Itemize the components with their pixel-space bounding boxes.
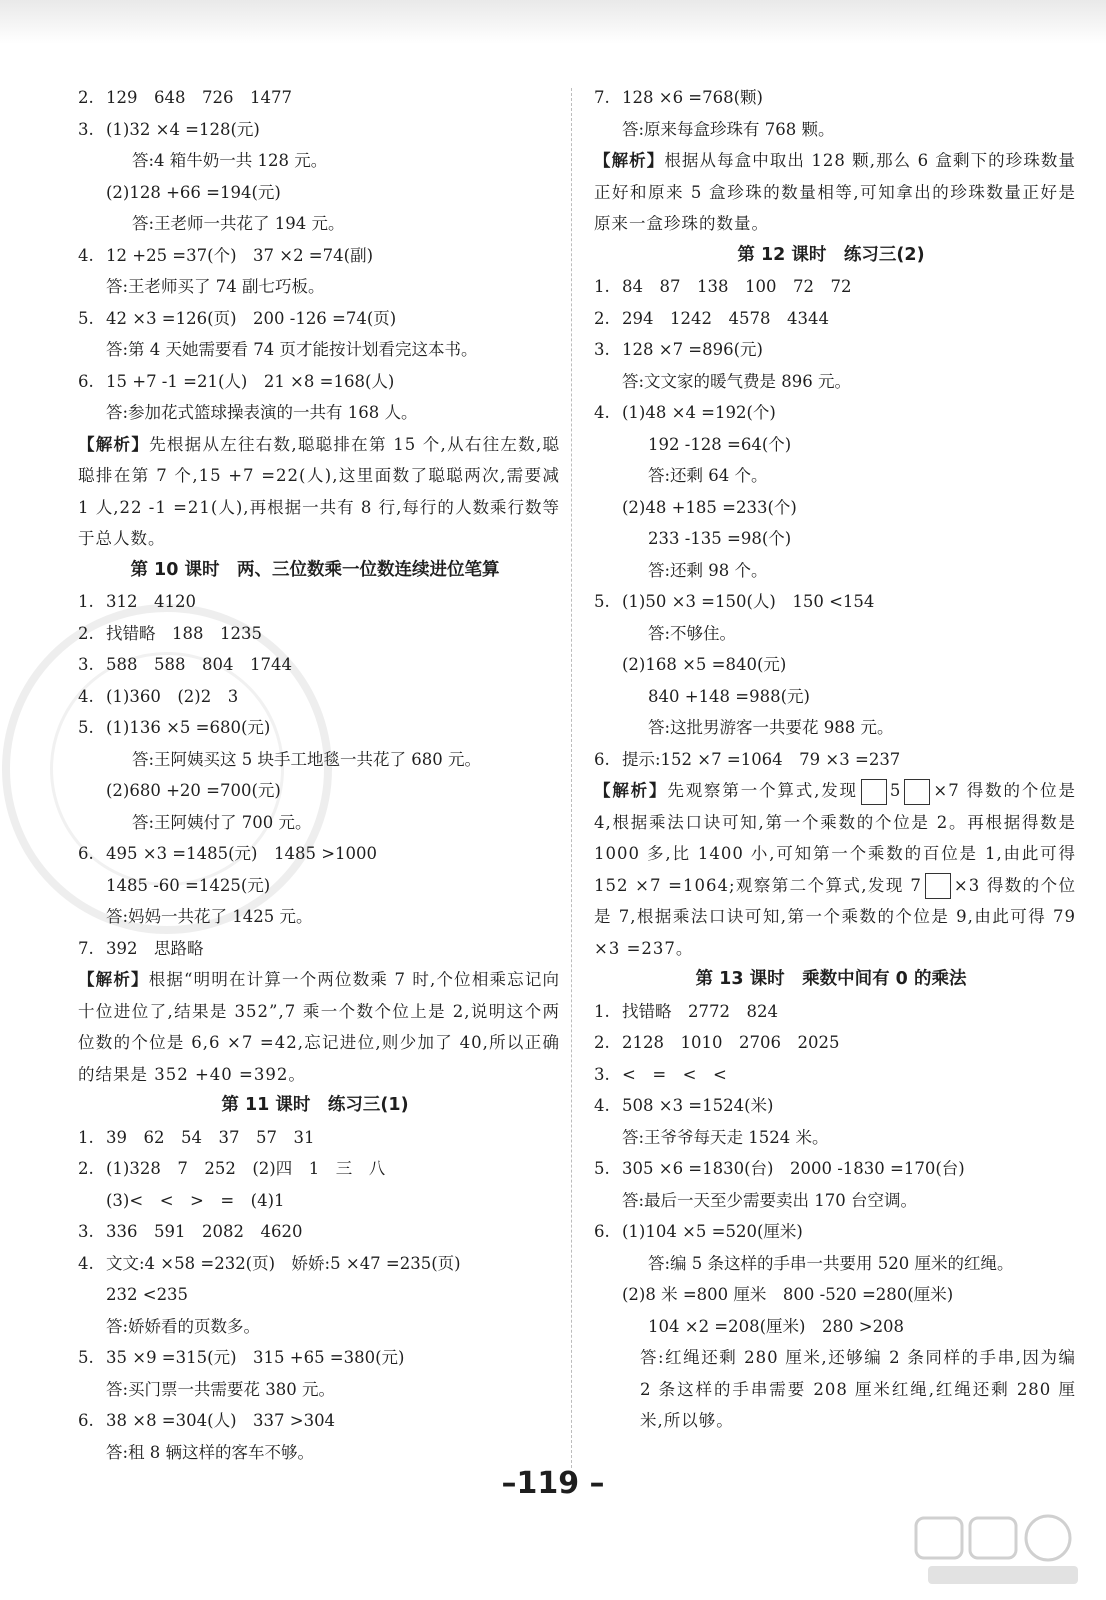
item-number: 6. — [594, 1222, 610, 1241]
answer-text: (1)104 ×5 =520(厘米) — [622, 1222, 803, 1241]
answer-text: (1)328 7 252 (2)四 1 三 八 — [106, 1159, 386, 1178]
item-number: 3. — [78, 655, 94, 674]
answer-line — [70, 145, 560, 177]
answer-text: 336 591 2082 4620 — [106, 1222, 303, 1241]
answer-line — [586, 586, 1076, 618]
answer-text: 答:王老师一共花了 194 元。 — [132, 214, 345, 233]
answer-text: 答:文文家的暖气费是 896 元。 — [622, 371, 852, 391]
answer-line — [586, 649, 1076, 681]
answer-line — [586, 1122, 1076, 1154]
item-number: 6. — [78, 371, 94, 391]
watermark-logo — [908, 1512, 1098, 1592]
answer-line — [70, 1122, 560, 1154]
analysis-text: ×7 得数的个位是 4,根据乘法口诀可知,第一个乘数的个位是 2。再根据得数是 1000 多,比 1400 小,可知第一个乘数的百位是 1,由此可得 152 ×7 =1064;观察第二个算式,发现 7 — [594, 781, 1077, 895]
analysis-tag: 【解析】 — [594, 151, 665, 170]
item-number: 2. — [78, 88, 94, 107]
answer-text: 232 <235 — [106, 1285, 189, 1304]
item-number: 2. — [78, 623, 94, 643]
answer-line — [586, 1248, 1076, 1280]
answer-text: < = < < — [622, 1064, 727, 1084]
answer-line — [70, 208, 560, 240]
item-number: 5. — [78, 718, 94, 737]
analysis-tag: 【解析】 — [594, 781, 668, 800]
answer-text: 312 4120 — [106, 592, 196, 611]
answer-text: (2)680 +20 =700(元) — [106, 781, 281, 800]
item-number: 6. — [78, 844, 94, 863]
lesson-heading: 第 12 课时 练习三(2) — [737, 244, 925, 265]
answer-text: 答:编 5 条这样的手串一共要用 520 厘米的红绳。 — [648, 1253, 1014, 1273]
answer-line — [586, 1311, 1076, 1343]
item-number: 2. — [78, 1159, 94, 1178]
answer-line — [70, 681, 560, 713]
answer-line — [70, 114, 560, 146]
answer-text: 答:娇娇看的页数多。 — [106, 1316, 261, 1336]
answer-line — [70, 586, 560, 618]
answer-text: (1)360 (2)2 3 — [106, 686, 239, 706]
answer-line — [70, 303, 560, 335]
answer-text: 答:参加花式篮球操表演的一共有 168 人。 — [106, 403, 418, 422]
item-number: 4. — [78, 1253, 94, 1273]
answer-text: 508 ×3 =1524(米) — [622, 1096, 774, 1115]
answer-line — [586, 303, 1076, 335]
item-number: 1. — [78, 1127, 94, 1147]
answer-text: 答:王老师买了 74 副七巧板。 — [106, 277, 325, 296]
analysis-paragraph — [586, 145, 1076, 240]
answer-text: (1)50 ×3 =150(人) 150 <154 — [622, 592, 875, 611]
item-number: 5. — [594, 1159, 610, 1178]
answer-text: 15 +7 -1 =21(人) 21 ×8 =168(人) — [106, 371, 395, 391]
item-number: 4. — [78, 686, 94, 706]
answer-line — [70, 1279, 560, 1311]
answer-line — [70, 334, 560, 366]
answer-line — [70, 177, 560, 209]
answer-text: 495 ×3 =1485(元) 1485 >1000 — [106, 844, 378, 863]
answer-text: 答:原来每盒珍珠有 768 颗。 — [622, 119, 835, 139]
answer-text: 305 ×6 =1830(台) 2000 -1830 =170(台) — [622, 1159, 965, 1178]
answer-text: 答:租 8 辆这样的客车不够。 — [106, 1442, 315, 1462]
analysis-text: 根据“明明在计算一个两位数乘 7 时,个位相乘忘记向十位进位了,结果是 352”,7 乘一个数个位上是 2,说明这个两位数的个位是 6,6 ×7 =42,忘记进位,则少加了 40,所以正确的结果是 352 +40 =392。 — [78, 970, 561, 1084]
answer-text: 104 ×2 =208(厘米) 280 >208 — [648, 1316, 905, 1336]
item-number: 6. — [78, 1411, 94, 1430]
item-number: 3. — [78, 119, 94, 139]
answer-line — [70, 366, 560, 398]
answer-paragraph: 答:红绳还剩 280 厘米,还够编 2 条同样的手串,因为编 2 条这样的手串需要 208 厘米红绳,红绳还剩 280 厘米,所以够。 — [640, 1348, 1076, 1430]
answer-text: 答:买门票一共需要花 380 元。 — [106, 1379, 336, 1399]
analysis-text: 先观察第一个算式,发现 — [667, 781, 858, 800]
left-column — [70, 82, 560, 1468]
answer-line — [70, 271, 560, 303]
answer-line — [70, 1185, 560, 1217]
answer-text: 文文:4 ×58 =232(页) 娇娇:5 ×47 =235(页) — [106, 1253, 461, 1273]
answer-text: 42 ×3 =126(页) 200 -126 =74(页) — [106, 308, 397, 328]
answer-text: 答:4 箱牛奶一共 128 元。 — [132, 151, 328, 170]
answer-text: 答:王阿姨付了 700 元。 — [132, 812, 312, 832]
answer-line — [70, 1374, 560, 1406]
column-divider — [571, 88, 572, 1468]
answer-text: 找错略 2772 824 — [622, 1001, 778, 1021]
answer-line — [70, 901, 560, 933]
scan-shadow — [0, 0, 1106, 44]
answer-line — [586, 1216, 1076, 1248]
answer-text: 392 思路略 — [106, 938, 204, 958]
answer-line — [70, 838, 560, 870]
answer-text: (2)48 +185 =233(个) — [622, 497, 797, 517]
answer-line — [586, 1185, 1076, 1217]
answer-line — [70, 1342, 560, 1374]
answer-text: 840 +148 =988(元) — [648, 686, 810, 706]
answer-line — [70, 1405, 560, 1437]
answer-text: (1)136 ×5 =680(元) — [106, 718, 271, 737]
answer-text: 192 -128 =64(个) — [648, 434, 792, 454]
analysis-text: 根据从每盒中取出 128 颗,那么 6 盒剩下的珍珠数量正好和原来 5 盒珍珠的数量相等,可知拿出的珍珠数量正好是原来一盒珍珠的数量。 — [594, 151, 1077, 233]
answer-text: 128 ×7 =896(元) — [622, 340, 763, 359]
answer-line — [586, 114, 1076, 146]
answer-line — [586, 82, 1076, 114]
answer-text: 35 ×9 =315(元) 315 +65 =380(元) — [106, 1348, 405, 1367]
answer-text: 答:还剩 64 个。 — [648, 466, 768, 485]
answer-line — [70, 870, 560, 902]
answer-line — [586, 460, 1076, 492]
item-number: 6. — [594, 749, 610, 769]
answer-text: 294 1242 4578 4344 — [622, 308, 829, 328]
answer-line — [586, 712, 1076, 744]
item-number: 4. — [594, 1096, 610, 1115]
answer-text: (1)32 ×4 =128(元) — [106, 119, 260, 139]
answer-line — [70, 1216, 560, 1248]
analysis-tag: 【解析】 — [78, 970, 149, 989]
answer-line — [586, 555, 1076, 587]
answer-line — [70, 1311, 560, 1343]
analysis-text: 5 — [889, 781, 902, 800]
answer-text: (3)< < > = (4)1 — [106, 1190, 285, 1210]
analysis-paragraph — [70, 429, 560, 555]
analysis-tag: 【解析】 — [78, 434, 150, 454]
answer-text: 答:王爷爷每天走 1524 米。 — [622, 1127, 829, 1147]
answer-line — [586, 1027, 1076, 1059]
item-number: 3. — [594, 1064, 610, 1084]
answer-line — [70, 712, 560, 744]
answer-text: 84 87 138 100 72 72 — [622, 277, 852, 296]
blank-box — [904, 779, 930, 805]
blank-box — [861, 779, 887, 805]
analysis-text: ×3 得数的个位是 7,根据乘法口诀可知,第一个乘数的个位是 9,由此可得 79 ×3 =237。 — [594, 875, 1076, 958]
answer-line — [586, 366, 1076, 398]
page-number: –119 – — [501, 1466, 605, 1501]
answer-text: 38 ×8 =304(人) 337 >304 — [106, 1411, 336, 1430]
answer-text: 答:还剩 98 个。 — [648, 560, 768, 580]
item-number: 4. — [78, 245, 94, 265]
item-number: 5. — [78, 308, 94, 328]
answer-line — [70, 1153, 560, 1185]
answer-line — [586, 744, 1076, 776]
answer-text: 12 +25 =37(个) 37 ×2 =74(副) — [106, 245, 374, 265]
answer-text: (2)128 +66 =194(元) — [106, 182, 281, 202]
answer-text: 答:这批男游客一共要花 988 元。 — [648, 718, 894, 737]
answer-text: 答:最后一天至少需要卖出 170 台空调。 — [622, 1190, 918, 1210]
answer-text: (2)168 ×5 =840(元) — [622, 655, 787, 674]
answer-text: 588 588 804 1744 — [106, 655, 292, 674]
answer-line — [586, 1090, 1076, 1122]
answer-text: 找错略 188 1235 — [106, 623, 262, 643]
answer-text: 答:妈妈一共花了 1425 元。 — [106, 907, 313, 926]
answer-line — [586, 397, 1076, 429]
answer-text: 答:第 4 天她需要看 74 页才能按计划看完这本书。 — [106, 340, 478, 359]
item-number: 5. — [594, 592, 610, 611]
answer-text: 2128 1010 2706 2025 — [622, 1033, 840, 1052]
answer-text: 提示:152 ×7 =1064 79 ×3 =237 — [622, 749, 901, 769]
item-number: 1. — [594, 1001, 610, 1021]
answer-line — [586, 1059, 1076, 1091]
analysis-text: 先根据从左往右数,聪聪排在第 15 个,从右往左数,聪聪排在第 7 个,15 +7 =22(人),这里面数了聪聪两次,需要减 1 人,22 -1 =21(人),再根据一共有 8 行,每行的人数乘行数等于总人数。 — [78, 434, 560, 548]
item-number: 3. — [78, 1222, 94, 1241]
answer-line — [70, 807, 560, 839]
answer-text: (2)8 米 =800 厘米 800 -520 =280(厘米) — [622, 1285, 954, 1304]
answer-line — [586, 1153, 1076, 1185]
item-number: 2. — [594, 1033, 610, 1052]
answer-text: 39 62 54 37 57 31 — [106, 1127, 315, 1147]
analysis-paragraph — [586, 775, 1076, 964]
item-number: 3. — [594, 340, 610, 359]
answer-line — [586, 523, 1076, 555]
answer-line — [70, 649, 560, 681]
answer-text: 129 648 726 1477 — [106, 88, 292, 107]
answer-line — [70, 82, 560, 114]
answer-line — [586, 996, 1076, 1028]
answer-line — [586, 492, 1076, 524]
item-number: 2. — [594, 308, 610, 328]
answer-line — [586, 334, 1076, 366]
answer-line — [70, 775, 560, 807]
lesson-heading: 第 13 课时 乘数中间有 0 的乘法 — [695, 969, 967, 989]
item-number: 5. — [78, 1348, 94, 1367]
answer-line — [586, 271, 1076, 303]
answer-line — [586, 1279, 1076, 1311]
analysis-paragraph — [70, 964, 560, 1090]
item-number: 7. — [594, 88, 610, 107]
right-column — [586, 82, 1076, 1437]
lesson-heading: 第 11 课时 练习三(1) — [221, 1095, 409, 1115]
answer-line — [586, 429, 1076, 461]
answer-line — [70, 1248, 560, 1280]
answer-line — [70, 397, 560, 429]
answer-line — [70, 618, 560, 650]
answer-text: 答:不够住。 — [648, 623, 737, 643]
item-number: 4. — [594, 403, 610, 422]
answer-line — [70, 744, 560, 776]
answer-text: 1485 -60 =1425(元) — [106, 875, 271, 895]
blank-box — [925, 873, 951, 899]
answer-line — [70, 933, 560, 965]
lesson-heading: 第 10 课时 两、三位数乘一位数连续进位笔算 — [130, 559, 500, 580]
answer-text: 答:王阿姨买这 5 块手工地毯一共花了 680 元。 — [132, 749, 482, 769]
answer-line — [70, 240, 560, 272]
answer-text: (1)48 ×4 =192(个) — [622, 403, 776, 422]
item-number: 1. — [78, 592, 94, 611]
answer-line — [586, 618, 1076, 650]
answer-line — [586, 681, 1076, 713]
item-number: 1. — [594, 277, 610, 296]
answer-line — [70, 1437, 560, 1469]
answer-text: 128 ×6 =768(颗) — [622, 88, 763, 107]
item-number: 7. — [78, 938, 94, 958]
answer-text: 233 -135 =98(个) — [648, 529, 792, 548]
